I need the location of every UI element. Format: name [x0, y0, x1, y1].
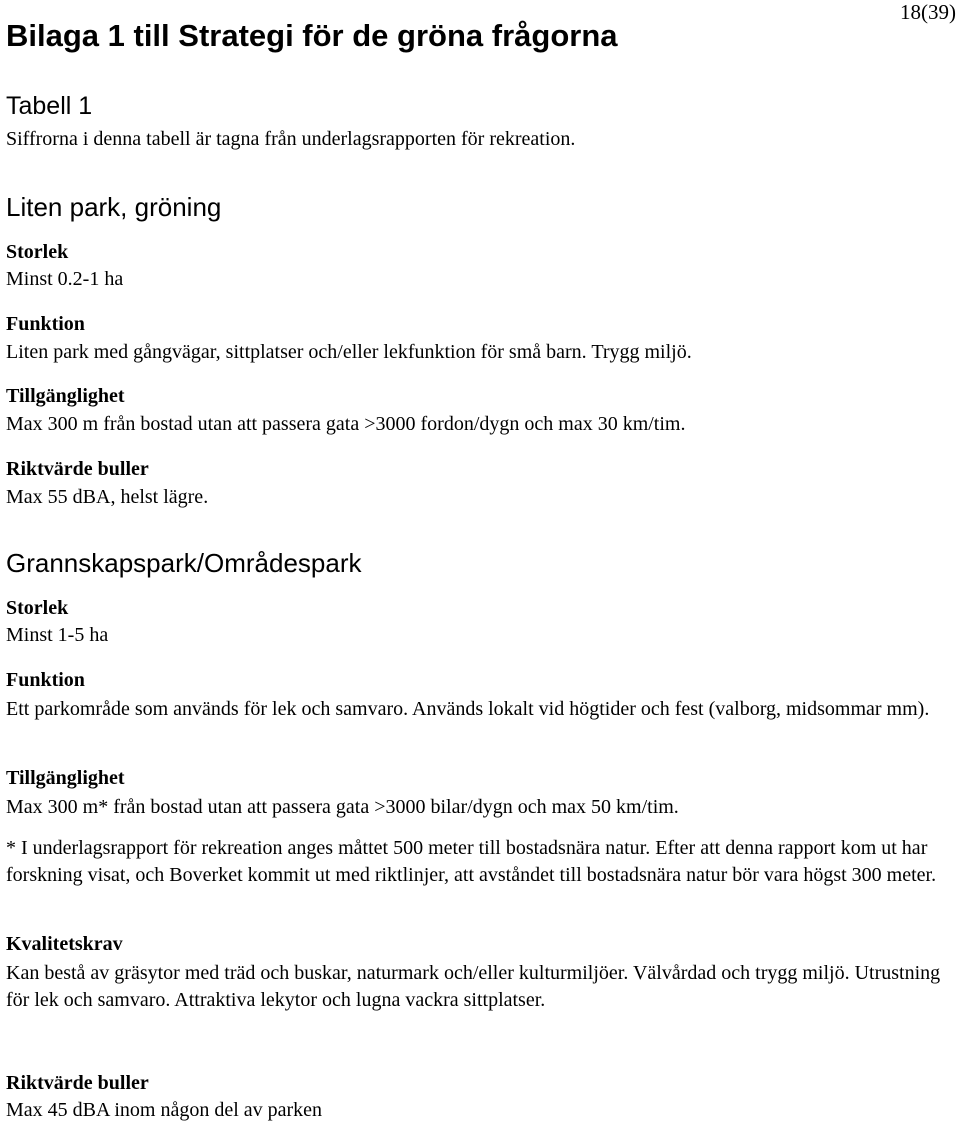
label-riktvarde-buller: Riktvärde buller [6, 1072, 149, 1094]
label-tillganglighet: Tillgänglighet [6, 767, 125, 789]
value-storlek: Minst 1-5 ha [6, 624, 109, 646]
table-intro: Siffrorna i denna tabell är tagna från underlagsrapporten för rekreation. [6, 128, 576, 150]
label-kvalitetskrav: Kvalitetskrav [6, 933, 123, 955]
table-title: Tabell 1 [6, 92, 93, 120]
value-storlek: Minst 0.2-1 ha [6, 268, 124, 290]
value-tillganglighet: Max 300 m* från bostad utan att passera gata >3000 bilar/dygn och max 50 km/tim. [6, 796, 679, 818]
value-riktvarde-buller: Max 55 dBA, helst lägre. [6, 486, 209, 508]
label-riktvarde-buller: Riktvärde buller [6, 458, 149, 480]
value-riktvarde-buller: Max 45 dBA inom någon del av parken [6, 1099, 323, 1121]
value-kvalitetskrav: Kan bestå av gräsytor med träd och buskar, naturmark och/eller kulturmiljöer. Välvårdad och trygg miljö. Utrustning för lek och samvaro. Attraktiva lekytor och lugna vackra sittplatser. [6, 962, 941, 1011]
value-funktion: Ett parkområde som används för lek och samvaro. Används lokalt vid högtider och fest (valborg, midsommar mm). [6, 698, 930, 720]
value-tillganglighet: Max 300 m från bostad utan att passera gata >3000 fordon/dygn och max 30 km/tim. [6, 413, 686, 435]
label-funktion: Funktion [6, 669, 85, 691]
page-number: 18(39) [900, 0, 956, 24]
label-tillganglighet: Tillgänglighet [6, 385, 125, 407]
label-storlek: Storlek [6, 241, 69, 263]
section-title-grannskapspark: Grannskapspark/Områdespark [6, 548, 362, 578]
section-title-liten-park: Liten park, gröning [6, 192, 222, 222]
label-storlek: Storlek [6, 597, 69, 619]
label-funktion: Funktion [6, 313, 85, 335]
footnote: * I underlagsrapport för rekreation anges måttet 500 meter till bostadsnära natur. Efter att denna rapport kom ut har forskning visat, och Boverket kommit ut med riktlinjer, att avståndet till bostadsnära natur bör vara högst 300 meter. [6, 837, 937, 886]
value-funktion: Liten park med gångvägar, sittplatser och/eller lekfunktion för små barn. Trygg miljö. [6, 341, 692, 363]
document-title: Bilaga 1 till Strategi för de gröna frågorna [6, 18, 618, 53]
